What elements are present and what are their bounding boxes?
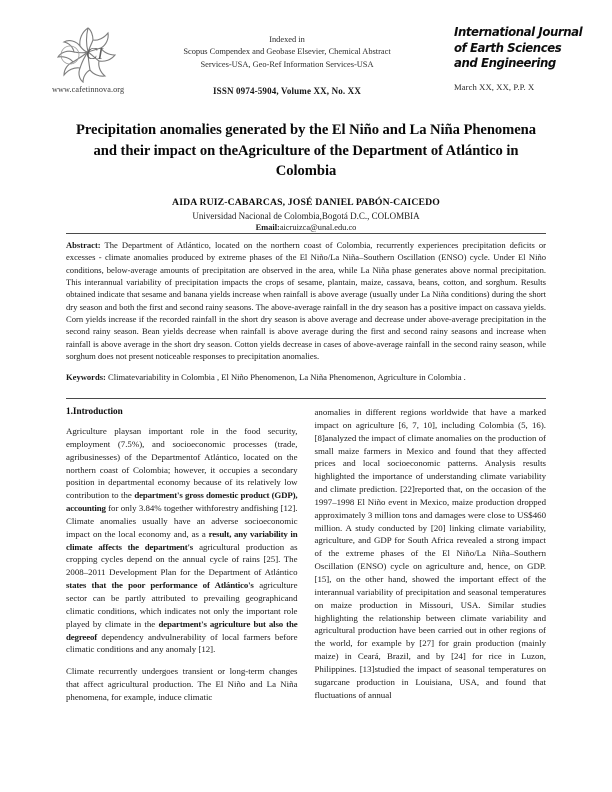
column-left — [66, 406, 298, 704]
abstract-paragraph — [66, 239, 546, 362]
title-block — [66, 120, 546, 232]
intro-paragraph-1 — [66, 425, 298, 656]
journal-name-line-3: and Engineering — [454, 55, 556, 70]
intro-p1-seg-e: dependency andvulnerability of local farmers before climatic conditions and any anomaly [12]. — [66, 631, 298, 655]
masthead — [0, 22, 612, 114]
intro-p1-bold-3: states that the poor performance of Atlántico's — [66, 580, 254, 591]
intro-p1-bold-2: result, any variability in climate affects the department's — [66, 528, 298, 552]
svg-text:CI: CI — [86, 44, 103, 63]
divider-below-keywords — [66, 398, 546, 399]
section-heading-introduction: 1.Introduction — [66, 406, 123, 416]
page-title: Precipitation anomalies generated by the El Niño and La Niña Phenomena and their impact on theAgriculture of the Department of Atlántico in Colombia — [75, 122, 536, 180]
abstract-label: Abstract: — [66, 240, 101, 250]
journal-identity — [454, 22, 612, 92]
keywords-paragraph — [66, 371, 546, 383]
keywords-body: Climatevariability in Colombia , El Niño Phenomenon, La Niña Phenomenon, Agriculture in Colombia . — [105, 372, 466, 383]
cafetinnova-flower-logo-icon — [52, 22, 126, 84]
intro-p1-seg-a: Agriculture playsan important role in the food security, employment (7.5%), and socioeconomic processes (trade, agribusinesses) of the Departmentof Atlántico, located on the northern coast of Colombia; however, it occupies a secondary position in departmental economy because of its relatively low contribution to the — [66, 426, 298, 501]
keywords-label: Keywords: — [66, 372, 106, 383]
publisher-url[interactable]: www.cafetinnova.org — [52, 85, 125, 94]
indexing-info — [120, 22, 454, 96]
issue-date: March XX, XX, P.P. X — [454, 81, 535, 92]
author-list: AIDA RUIZ-CABARCAS, JOSÉ DANIEL PABÓN-CAICEDO — [172, 196, 440, 208]
intro-p1-bold-1: department's gross domestic product (GDP), accounting — [66, 490, 298, 514]
intro-p1-bold-4: department's agriculture but also the degreeof — [66, 618, 298, 642]
email-value[interactable]: aicruizca@unal.edu.co — [279, 222, 357, 232]
issn-volume-line: ISSN 0974-5904, Volume XX, No. XX — [213, 86, 361, 97]
abstract-section — [66, 239, 546, 384]
body-columns — [66, 406, 546, 704]
indexed-in-label: Indexed in — [269, 35, 305, 44]
column-right — [315, 406, 547, 701]
divider-above-abstract — [66, 233, 546, 234]
intro-paragraph-2: Climate recurrently undergoes transient or long-term changes that affect agricultural production. The El Niño and La Niña phenomena, for example, induce climatic — [66, 666, 298, 702]
author-email — [66, 223, 546, 232]
journal-name-line-2: of Earth Sciences — [454, 39, 562, 55]
intro-p1-seg-b: for only 3.84% together withforestry andfishing [12]. Climate anomalies usually have an adverse socioeconomic impact on the local economy and, as a — [66, 503, 298, 539]
journal-name-line-1: International Journal — [454, 24, 583, 39]
intro-paragraph-3: anomalies in different regions worldwide that have a marked impact on agriculture [6, 7, 10], including Colombia (5, 16). [8]analyzed the impact of climate anomalies on the production of small maize farmers in Mexico and found that they affected prices and local socioeconomic patterns. Analysis results highlighted the importance of understanding climate variability and climate prediction. [22]reported that, on the occasion of the 1997–1998 El Niño event in Mexico, maize production dropped approximately 3 million tons and damages were close to US$460 million. A study conducted by [20] linking climate variability, agriculture, and GDP for South Africa revealed a strong impact of the extreme phases of the El Niño/La Niña–Southern Oscillation (ENSO) cycle on agriculture and, hence, on GDP. [15], on the other hand, showed the important effect of the interannual variability of precipitation and seasonal temperatures on maize production in Missouri, USA. Similar studies highlighting the relationship between climate variability and agricultural production have been carried out in other regions of the world, for example by [27] for grain production (mainly maize) in Ceará, Brazil, and by [24] for rice in Luzon, Philippines. [13]studied the impact of seasonal temperatures on sugarcane production in Louisiana, USA, and found that fluctuations of annual — [314, 407, 546, 700]
author-affiliation: Universidad Nacional de Colombia,Bogotá D.C., COLOMBIA — [192, 210, 420, 221]
indexing-services-line-1: Scopus Compendex and Geobase Elsevier, Chemical Abstract — [183, 47, 391, 57]
intro-p1-seg-d: agriculture sector can be partly attributed to prevailing geographicand climatic conditions, which indicates not only the important role played by climate in the — [66, 580, 298, 629]
indexing-services-line-2: Services-USA, Geo-Ref Information Services-USA — [200, 59, 374, 69]
email-label: Email: — [255, 222, 280, 232]
publisher-logo-block — [0, 22, 125, 94]
intro-p1-seg-c: agricultural production as cropping cycles depend on the annual cycle of rains [25]. The 2008–2011 Development Plan for the Department of Atlántico — [66, 541, 298, 578]
abstract-body: The Department of Atlántico, located on the northern coast of Colombia, recurrently experiences precipitation deficits or excesses - climate anomalies produced by extreme phases of the El Niño/La Niña–Southern Oscillation (ENSO) cycle. Under El Niño conditions, below-average amounts of precipitation are observed in the area, while La Niña phase generates above normal precipitation. This interannual variability of precipitation impacts the crops of sesame, plantain, maize, cassava, beans, cotton, and sorghum. Results obtained indicate that sesame and banana yields increase when rainfall is above average (usually under La Niña conditions) during the short dry season and both the first and second rainy seasons. The above-average rainfall in the dry season has a positive impact on cassava yields. Corn yields increase if the recorded rainfall in the short dry season is above average and decrease under above-average precipitation in the second rainy season. Bean yields decrease when rainfall is above average during the first and second rainy seasons and increase when rainfall is above average in the short dry season. Cotton yields decrease in cases of above-average rainfall in the second rainy season, while sorghum does not present noticeable responses to precipitation anomalies. — [66, 240, 546, 362]
